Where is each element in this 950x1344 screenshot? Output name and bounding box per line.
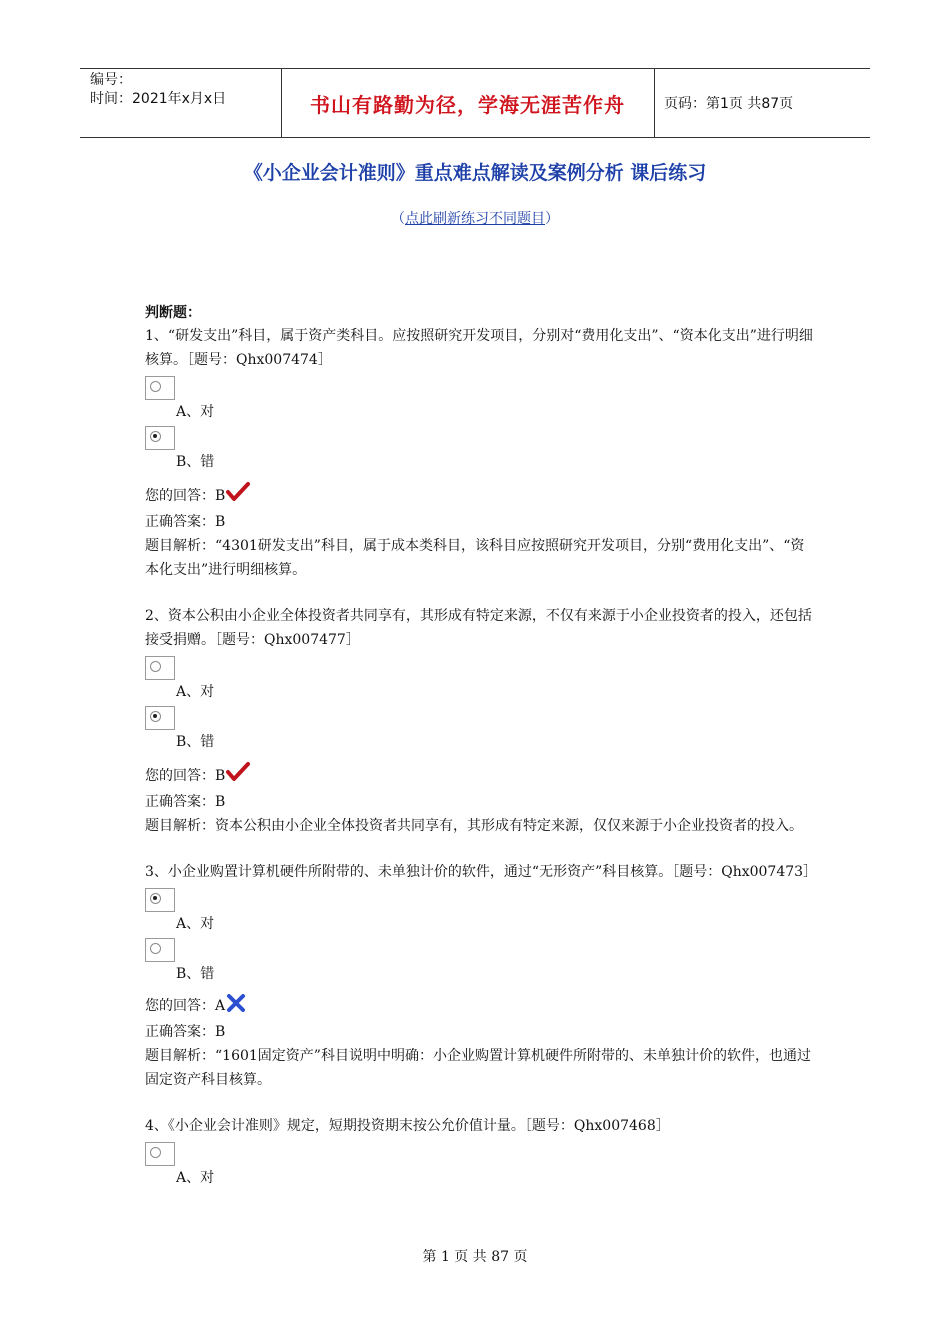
your-answer-text: 您的回答：B [145,768,226,784]
refresh-close-paren: ） [545,211,559,227]
option-label: A、对 [176,916,215,932]
option-a [145,1142,815,1188]
radio-button[interactable] [145,706,175,730]
refresh-open-paren: （ [391,211,405,227]
analysis: 题目解析：“4301研发支出”科目，属于成本类科目，该科目应按照研究开发项目，分别“费用化支出”、“资本化支出”进行明细核算。 [145,538,805,578]
radio-button[interactable] [145,376,175,400]
radio-button[interactable] [145,938,175,962]
page-title: 《小企业会计准则》重点难点解读及案例分析 课后练习 [243,162,707,184]
radio-circle-icon [150,943,161,954]
option-b [145,426,815,472]
radio-circle-icon [150,661,161,672]
radio-button[interactable] [145,656,175,680]
correct-answer: 正确答案：B [145,794,226,810]
check-mark-icon [226,482,250,510]
header-page-info: 页码：第1页 共87页 [664,96,794,112]
radio-selected-icon [150,893,161,904]
exercise-content [145,302,818,1210]
option-label: A、对 [176,684,215,700]
question-3 [145,860,818,1092]
analysis: 题目解析：资本公积由小企业全体投资者共同享有，其形成有特定来源，仅仅来源于小企业投资者的投入。 [145,818,803,834]
option-b [145,706,815,752]
option-a [145,888,815,934]
radio-circle-icon [150,1147,161,1158]
refresh-line [0,208,950,228]
refresh-link[interactable]: 点此刷新练习不同题目 [405,211,545,227]
radio-circle-icon [150,381,161,392]
header-divider [654,69,655,137]
question-text: 4、《小企业会计准则》规定，短期投资期末按公允价值计量。［题号：Qhx007468］ [145,1118,670,1134]
check-mark-icon [226,762,250,790]
section-title: 判断题： [145,305,201,321]
question-text: 1、“研发支出”科目，属于资产类科目。应按照研究开发项目，分别对“费用化支出”、“资本化支出”进行明细核算。［题号：Qhx007474］ [145,328,813,368]
date-label: 时间：2021年x月x日 [90,91,227,107]
question-4 [145,1114,815,1188]
question-1 [145,324,815,582]
option-a [145,656,815,702]
your-answer [145,994,815,1020]
your-answer [145,482,815,510]
analysis: 题目解析：“1601固定资产”科目说明中明确：小企业购置计算机硬件所附带的、未单独计价的软件，也通过固定资产科目核算。 [145,1048,811,1088]
option-a [145,376,815,422]
question-text: 3、小企业购置计算机硬件所附带的、未单独计价的软件，通过“无形资产”科目核算。［题号：Qhx007473］ [145,864,818,880]
option-label: A、对 [176,404,215,420]
question-2 [145,604,815,838]
cross-mark-icon [226,994,246,1020]
your-answer-text: 您的回答：B [145,488,226,504]
page-footer: 第 1 页 共 87 页 [422,1249,528,1265]
option-label: B、错 [176,734,215,750]
option-label: B、错 [176,454,215,470]
radio-button[interactable] [145,426,175,450]
document-header [80,68,870,138]
correct-answer: 正确答案：B [145,514,226,530]
correct-answer: 正确答案：B [145,1024,226,1040]
question-text: 2、资本公积由小企业全体投资者共同享有，其形成有特定来源，不仅有来源于小企业投资者的投入，还包括接受捐赠。［题号：Qhx007477］ [145,608,812,648]
header-meta [90,71,226,109]
your-answer-text: 您的回答：A [145,998,226,1014]
radio-selected-icon [150,431,161,442]
radio-button[interactable] [145,1142,175,1166]
radio-selected-icon [150,711,161,722]
option-label: B、错 [176,966,215,982]
header-motto: 书山有路勤为径，学海无涯苦作舟 [310,92,625,117]
option-label: A、对 [176,1170,215,1186]
code-label: 编号： [90,72,132,88]
radio-button[interactable] [145,888,175,912]
option-b [145,938,815,984]
your-answer [145,762,815,790]
